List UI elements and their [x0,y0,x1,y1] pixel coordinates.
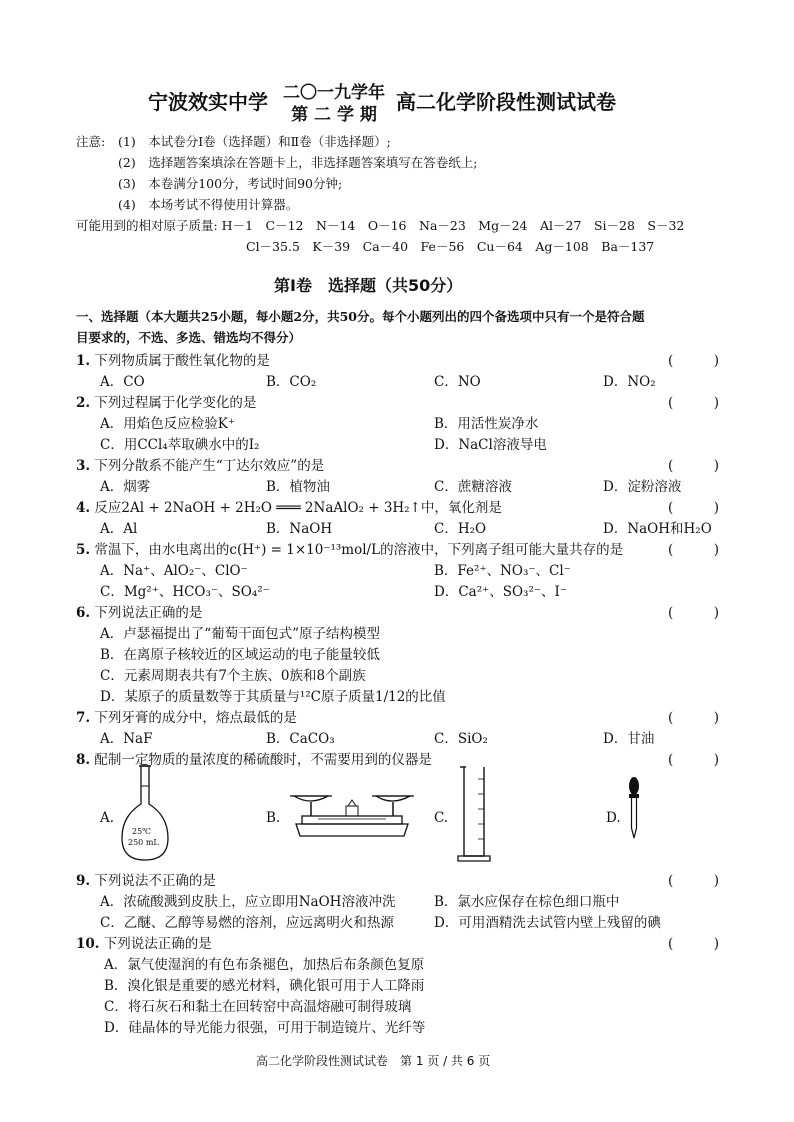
option: D．某原子的质量数等于其质量与¹²C原子质量1/12的比值 [100,689,446,705]
graduated-cylinder-image [456,764,492,864]
option: A．烟雾 [100,479,151,495]
answer-paren: ( ) [668,710,720,726]
option: D．甘油 [603,731,655,747]
question-stem: 10. 下列说法正确的是 [76,936,212,952]
option: A．氯气使湿润的有色布条褪色，加热后布条颜色复原 [104,957,425,973]
option: D．Ca²⁺、SO₃²⁻、I⁻ [434,584,567,600]
option: D．NaOH和H₂O [603,521,712,537]
question-number: 1. [76,353,91,369]
volumetric-flask-image [118,764,172,864]
school-year: 二〇一九学年 [283,83,385,103]
balance-scale-image [288,770,416,842]
answer-paren: ( ) [668,500,720,516]
note-item: (3) 本卷满分100分，考试时间90分钟; [118,176,343,191]
option: D．可用酒精洗去试管内壁上残留的碘 [434,915,661,931]
question-stem: 9. 下列说法不正确的是 [76,873,216,889]
answer-paren: ( ) [668,458,720,474]
question-stem: 7. 下列牙膏的成分中，熔点最低的是 [76,710,297,726]
option: C．Mg²⁺、HCO₃⁻、SO₄²⁻ [100,584,270,600]
option: A．用焰色反应检验K⁺ [100,416,235,432]
option: D．淀粉溶液 [603,479,682,495]
question-stem: 5. 常温下，由水电离出的c(H⁺) = 1×10⁻¹³mol/L的溶液中，下列离子组可能大量共存的是 [76,542,624,558]
option: C．将石灰石和黏土在回转窑中高温熔融可制得玻璃 [104,999,412,1015]
option: C．NO [434,374,481,390]
option: C．元素周期表共有7个主族、0族和8个副族 [100,668,366,684]
section-instruction: 目要求的，不选、多选、错选均不得分） [76,330,302,345]
flask-temperature-label: 25℃ [132,827,152,836]
note-item: (1) 本试卷分Ⅰ卷（选择题）和Ⅱ卷（非选择题）; [118,134,391,149]
question-stem: 6. 下列说法正确的是 [76,605,203,621]
option: B．Fe²⁺、NO₃⁻、Cl⁻ [434,563,571,579]
note-item: (4) 本场考试不得使用计算器。 [118,197,299,212]
answer-paren: ( ) [668,542,720,558]
option: A．卢瑟福提出了“葡萄干面包式”原子结构模型 [100,626,381,642]
option: C．乙醚、乙醇等易燃的溶剂，应远离明火和热源 [100,915,394,931]
option: C．蔗糖溶液 [434,479,512,495]
option: D．NO₂ [603,374,656,390]
option-label: D. [606,810,621,826]
option: B．溴化银是重要的感光材料，碘化银可用于人工降雨 [104,978,425,994]
option-label: A. [100,810,115,826]
atomic-masses: 可能用到的相对原子质量: H－1 C－12 N－14 O－16 Na－23 Mg－24 Al－27 Si－28 S－32 [76,218,685,233]
option: A．浓硫酸溅到皮肤上，应立即用NaOH溶液冲洗 [100,894,396,910]
question-stem: 3. 下列分散系不能产生“丁达尔效应”的是 [76,458,325,474]
option: D．NaCl溶液导电 [434,437,547,453]
answer-paren: ( ) [668,936,720,952]
semester: 第 二 学 期 [291,105,377,125]
answer-paren: ( ) [668,873,720,889]
section-instruction: 一、选择题（本大题共25小题，每小题2分，共50分。每个小题列出的四个备选项中只有一个是符合题 [76,309,645,324]
notes-label: 注意: [76,134,106,149]
section-title: 第Ⅰ卷 选择题（共50分） [274,276,463,295]
option-label: B. [266,810,281,826]
answer-paren: ( ) [668,752,720,768]
option: A．NaF [100,731,153,747]
question-stem: 4. 反应2Al + 2NaOH + 2H₂O ═══ 2NaAlO₂ + 3H₂↑中，氧化剂是 [76,500,502,516]
option-label: C. [434,810,449,826]
option: B．CO₂ [266,374,317,390]
page-footer: 高二化学阶段性测试试卷 第 1 页 / 共 6 页 [256,1054,491,1068]
note-item: (2) 选择题答案填涂在答题卡上，非选择题答案填写在答卷纸上; [118,155,478,170]
option: B．用活性炭净水 [434,416,539,432]
dropper-image [626,776,642,840]
question-stem: 2. 下列过程属于化学变化的是 [76,395,257,411]
option: D．硅晶体的导光能力很强，可用于制造镜片、光纤等 [104,1020,426,1036]
option: A．Al [100,521,138,537]
flask-volume-label: 250 mL [128,838,159,847]
school-name: 宁波效实中学 [148,90,268,114]
option: B．植物油 [266,479,330,495]
option: C．用CCl₄萃取碘水中的I₂ [100,437,260,453]
option: C．H₂O [434,521,487,537]
option: B．在离原子核较近的区域运动的电子能量较低 [100,647,380,663]
option: A．Na⁺、AlO₂⁻、ClO⁻ [100,563,248,579]
answer-paren: ( ) [668,353,720,369]
option: C．SiO₂ [434,731,488,747]
question-stem: 8. 配制一定物质的量浓度的稀硫酸时，不需要用到的仪器是 [76,752,432,768]
question-stem: 1. 下列物质属于酸性氧化物的是 [76,353,270,369]
atomic-masses-cont: Cl－35.5 K－39 Ca－40 Fe－56 Cu－64 Ag－108 Ba－137 [246,239,655,254]
answer-paren: ( ) [668,395,720,411]
option: B．NaOH [266,521,333,537]
option: A．CO [100,374,145,390]
answer-paren: ( ) [668,605,720,621]
exam-title: 高二化学阶段性测试试卷 [396,90,616,114]
option: B．CaCO₃ [266,731,335,747]
option: B．氯水应保存在棕色细口瓶中 [434,894,620,910]
